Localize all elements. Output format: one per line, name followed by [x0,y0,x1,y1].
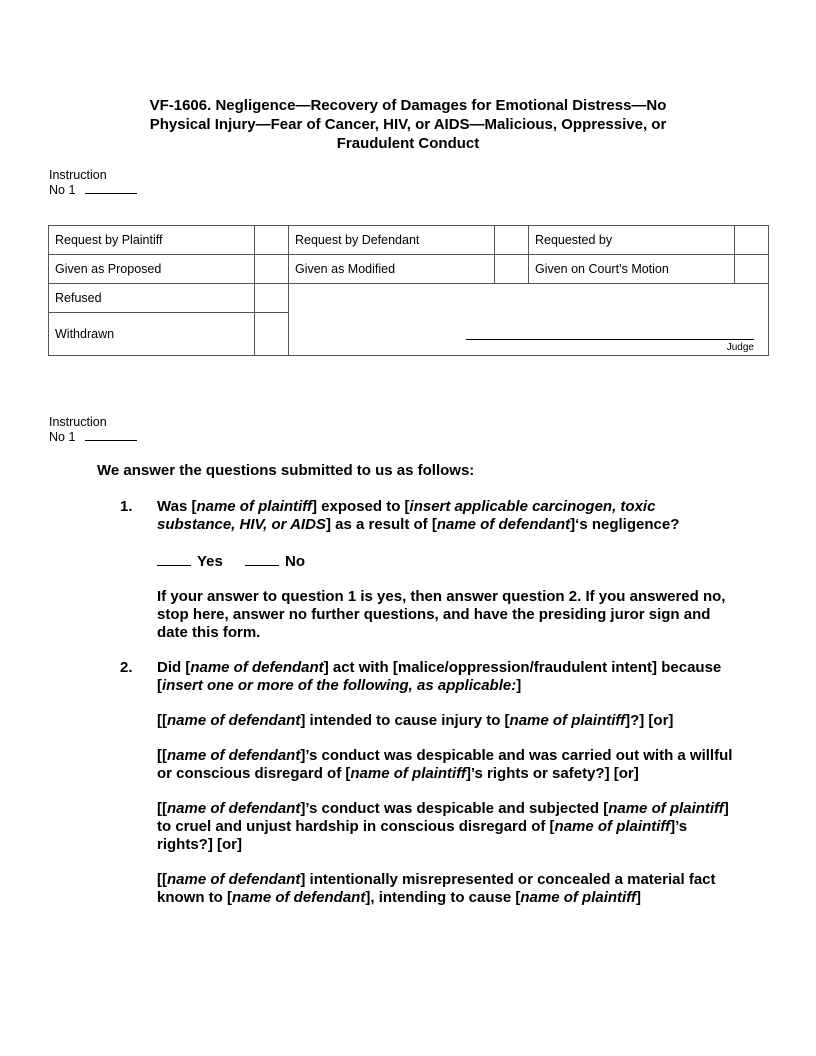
placeholder-text: name of defendant [232,889,366,906]
question-2-option [97,871,737,907]
text-segment: ]‘s negligence? [570,516,680,533]
text-segment: Did [ [157,659,191,676]
text-segment: [[ [157,747,167,764]
given-as-modified-checkbox[interactable] [495,255,529,284]
requested-by-checkbox[interactable] [735,226,769,255]
placeholder-text: name of plaintiff [554,818,671,835]
instruction-no: No 1 [49,430,76,444]
text-segment: ]?] [or] [625,712,674,729]
text-segment: ] to cruel and unjust hardship in conscious disregard of [ [157,800,729,835]
question-2-option [97,800,737,854]
no-blank[interactable] [245,551,279,566]
question-2-option [97,747,737,783]
given-as-modified-label: Given as Modified [288,255,494,284]
yes-label: Yes [197,553,223,570]
placeholder-text: name of defendant [190,659,324,676]
text-segment: ] intentionally misrepresented or concealed a material fact known to [ [157,871,716,906]
intro-text: We answer the questions submitted to us as follows: [97,462,475,479]
question-2-option [97,712,737,730]
given-as-proposed-label: Given as Proposed [49,255,255,284]
instruction-no: No 1 [49,183,76,197]
question-2-text [157,659,721,694]
instruction-no-blank[interactable] [85,430,137,441]
instruction-number-top [49,168,137,198]
text-segment: ] exposed to [ [312,498,410,515]
given-on-courts-motion-checkbox[interactable] [735,255,769,284]
text-segment: ]’s rights?] [or] [157,818,688,853]
text-segment: ]’s rights or safety?] [or] [465,765,639,782]
text-segment: [[ [157,712,167,729]
placeholder-text: insert one or more of the following, as applicable: [162,677,517,694]
request-by-plaintiff-checkbox[interactable] [255,226,289,255]
question-number: 1. [120,498,133,515]
requested-by-label: Requested by [528,226,734,255]
instruction-label: Instruction [49,415,107,429]
text-segment: ] intended to cause injury to [ [300,712,510,729]
instruction-label: Instruction [49,168,107,182]
judge-signature-cell[interactable] [288,284,768,356]
text-segment: ], intending to cause [ [365,889,521,906]
placeholder-text: name of plaintiff [608,800,724,817]
title-line: VF-1606. Negligence—Recovery of Damages for Emotional Distress—No [149,97,667,114]
text-segment: ]’s conduct was despicable and subjected [ [300,800,609,817]
question-number: 2. [120,659,133,676]
judge-label: Judge [726,342,754,353]
request-by-defendant-label: Request by Defendant [288,226,494,255]
withdrawn-label: Withdrawn [49,313,255,356]
placeholder-text: name of defendant [167,712,301,729]
instruction-number-bottom [49,415,137,445]
question-1-followup: If your answer to question 1 is yes, then answer question 2. If you answered no, stop here, answer no further questions, and have the presiding juror sign and date this form. [157,588,726,641]
no-label: No [285,553,306,570]
instruction-status-table [48,225,769,356]
placeholder-text: insert applicable carcinogen, toxic substance, HIV, or AIDS [157,498,656,533]
request-by-plaintiff-label: Request by Plaintiff [49,226,255,255]
question-1-text [157,498,679,533]
placeholder-text: name of plaintiff [509,712,626,729]
title-line: Fraudulent Conduct [336,135,480,152]
verdict-form-body [97,462,737,924]
instruction-no-blank[interactable] [85,183,137,194]
text-segment: ] [635,889,641,906]
placeholder-text: name of plaintiff [350,765,466,782]
text-segment: ] as a result of [ [325,516,437,533]
request-by-defendant-checkbox[interactable] [495,226,529,255]
text-segment: ] act with [malice/oppression/fraudulent intent] because [ [157,659,722,694]
given-on-courts-motion-label: Given on Court’s Motion [528,255,734,284]
question-2 [97,659,737,695]
withdrawn-checkbox[interactable] [255,313,289,356]
document-title [100,96,716,153]
placeholder-text: name of defendant [167,800,301,817]
judge-signature-line [466,339,754,340]
text-segment: [[ [157,800,167,817]
yes-blank[interactable] [157,551,191,566]
text-segment: [[ [157,871,167,888]
placeholder-text: name of plaintiff [196,498,313,515]
question-1 [97,498,737,534]
text-segment: ]’s conduct was despicable and was carried out with a willful or conscious disregard of [ [157,747,733,782]
placeholder-text: name of defendant [436,516,571,533]
refused-checkbox[interactable] [255,284,289,313]
title-line: Physical Injury—Fear of Cancer, HIV, or AIDS—Malicious, Oppressive, or [149,116,667,133]
text-segment: ] [516,677,522,694]
placeholder-text: name of plaintiff [520,889,636,906]
given-as-proposed-checkbox[interactable] [255,255,289,284]
question-1-answers [97,551,737,571]
placeholder-text: name of defendant [167,871,301,888]
placeholder-text: name of defendant [167,747,301,764]
text-segment: Was [ [157,498,197,515]
refused-label: Refused [49,284,255,313]
